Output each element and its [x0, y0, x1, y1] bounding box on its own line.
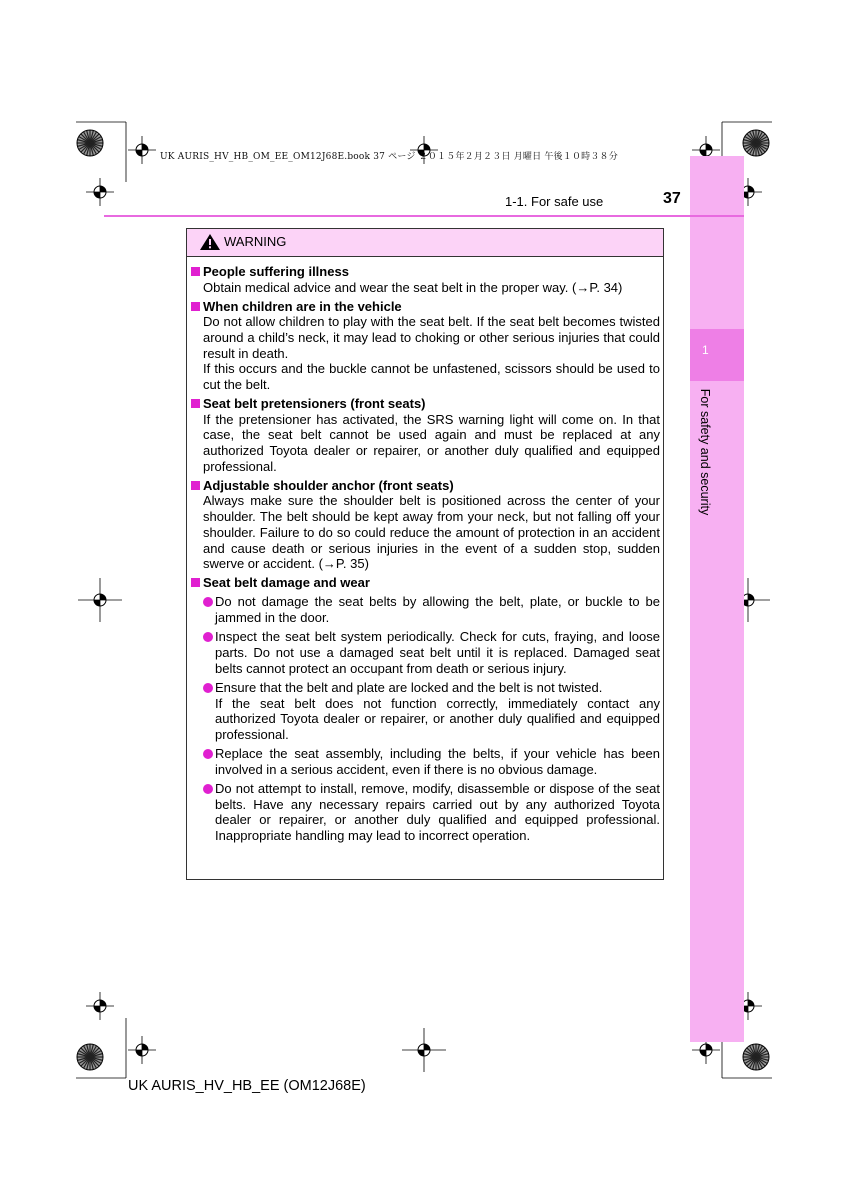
chapter-label: For safety and security	[698, 388, 712, 516]
bullet-item: Do not damage the seat belts by allowing the belt, plate, or buckle to be jammed in the door.	[190, 594, 660, 625]
page-number: 37	[663, 190, 681, 207]
warning-topic	[190, 396, 660, 475]
warning-title: WARNING	[224, 234, 287, 249]
warning-topic	[190, 478, 660, 572]
topic-paragraph: Do not allow children to play with the seat belt. If the seat belt becomes twisted around a child’s neck, it may lead to choking or other serious injuries that could result in death.	[203, 314, 660, 361]
bullet-item: Ensure that the belt and plate are locked and the belt is not twisted. If the seat belt does not function correctly, immediately contact any authorized Toyota dealer or repairer, or another duly qualified and equipped professional.	[190, 680, 660, 743]
header-rule	[104, 215, 744, 217]
footer-document-code: UK AURIS_HV_HB_EE (OM12J68E)	[128, 1078, 366, 1094]
warning-header	[187, 229, 663, 257]
topic-heading: When children are in the vehicle	[190, 299, 660, 315]
topic-heading: Seat belt damage and wear	[190, 575, 660, 591]
warning-box	[186, 228, 664, 880]
warning-topic	[190, 299, 660, 393]
warning-topic	[190, 575, 660, 844]
registration-crosshair-icon	[128, 1036, 156, 1064]
topic-paragraph: Always make sure the shoulder belt is positioned across the center of your shoulder. The belt should be kept away from your neck, but not falling off your shoulder. Failure to do so could reduce the amount of protection in an accident and cause death or serious injuries in the event of a sudden stop, sudden swerve or accident. (→P. 35)	[203, 493, 660, 572]
chapter-number: 1	[702, 343, 709, 357]
topic-paragraph: If this occurs and the buckle cannot be unfastened, scissors should be used to cut the belt.	[203, 361, 660, 393]
topic-heading: Adjustable shoulder anchor (front seats)	[190, 478, 660, 494]
registration-star-icon	[75, 1042, 105, 1072]
registration-crosshair-icon	[78, 578, 122, 622]
file-info-line: UK AURIS_HV_HB_OM_EE_OM12J68E.book 37 ページ ２０１５年２月２３日 月曜日 午後１０時３８分	[160, 152, 618, 162]
warning-triangle-icon	[199, 233, 221, 251]
registration-star-icon	[741, 1042, 771, 1072]
warning-topic	[190, 264, 660, 295]
topic-heading: Seat belt pretensioners (front seats)	[190, 396, 660, 412]
bullet-item: Replace the seat assembly, including the belts, if your vehicle has been involved in a serious accident, even if there is no obvious damage.	[190, 746, 660, 777]
chapter-number-tab	[690, 329, 744, 381]
registration-crosshair-icon	[402, 1028, 446, 1072]
chapter-side-tab	[690, 156, 744, 1042]
bullet-item: Inspect the seat belt system periodically. Check for cuts, fraying, and loose parts. Do not use a damaged seat belt until it is replaced. Damaged seat belts cannot protect an occupant from death or serious injury.	[190, 629, 660, 676]
registration-star-icon	[75, 128, 105, 158]
bullet-item: Do not attempt to install, remove, modify, disassemble or dispose of the seat belts. Have any necessary repairs carried out by any authorized Toyota dealer or repairer, or another duly qualified and equipped professional. Inappropriate handling may lead to incorrect operation.	[190, 781, 660, 844]
registration-crosshair-icon	[86, 992, 114, 1020]
registration-crosshair-icon	[86, 178, 114, 206]
topic-paragraph: If the pretensioner has activated, the SRS warning light will come on. In that case, the seat belt cannot be used again and must be replaced at any authorized Toyota dealer or repairer, or another duly qualified and equipped professional.	[203, 411, 660, 474]
topic-paragraph: Obtain medical advice and wear the seat belt in the proper way. (→P. 34)	[203, 279, 623, 295]
warning-content	[190, 264, 660, 847]
topic-heading: People suffering illness	[190, 264, 660, 280]
section-title: 1-1. For safe use	[505, 194, 604, 209]
registration-crosshair-icon	[128, 136, 156, 164]
registration-star-icon	[741, 128, 771, 158]
